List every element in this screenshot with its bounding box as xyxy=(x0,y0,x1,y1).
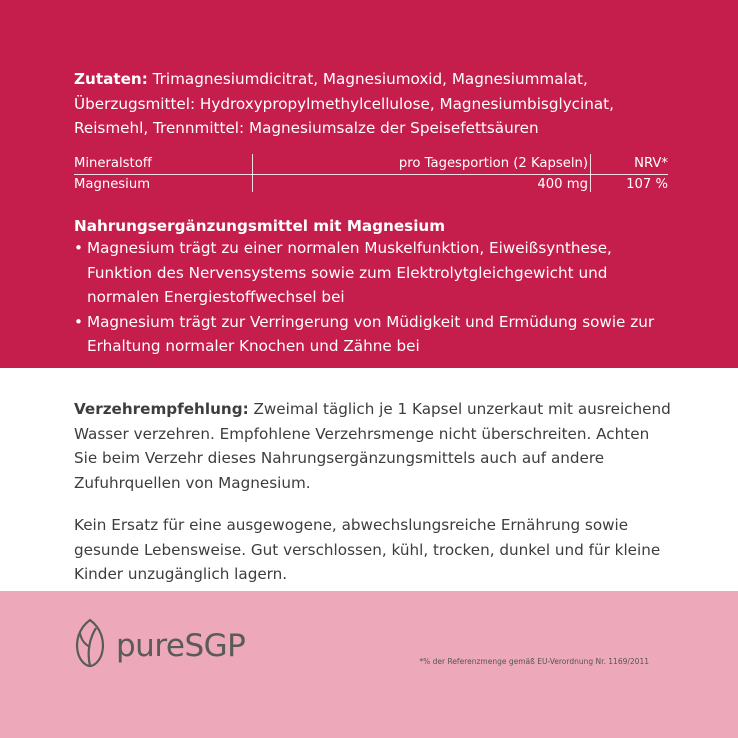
storage-paragraph: Kein Ersatz für eine ausgewogene, abwechslungsreiche Ernährung sowie gesunde Lebensweise. Gut verschlossen, kühl, trocken, dunkel und für kleine Kinder unzugänglich lagern. xyxy=(74,516,661,583)
usage-label: Verzehrempfehlung: xyxy=(74,400,249,418)
claims-list xyxy=(74,236,674,359)
bullet-icon: • xyxy=(74,312,83,331)
cell-nrv: 107 % xyxy=(626,177,668,192)
claim-text: Magnesium trägt zur Verringerung von Müdigkeit und Ermüdung sowie zur Erhaltung normaler Knochen und Zähne bei xyxy=(87,312,655,355)
claims-title: Nahrungsergänzungsmittel mit Magnesium xyxy=(74,217,446,235)
ingredients-label: Zutaten: xyxy=(74,70,148,88)
brand-name: pureSGP xyxy=(116,628,246,664)
table-row xyxy=(74,175,668,195)
header-mineral: Mineralstoff xyxy=(74,156,152,171)
leaf-icon xyxy=(70,617,110,669)
cell-mineral: Magnesium xyxy=(74,177,151,192)
reference-footnote: *% der Referenzmenge gemäß EU-Verordnung Nr. 1169/2011 xyxy=(419,657,649,666)
ingredients-section xyxy=(0,0,738,368)
list-item xyxy=(74,310,674,359)
table-divider xyxy=(590,154,591,192)
usage-paragraph xyxy=(74,397,674,495)
bullet-icon: • xyxy=(74,239,83,257)
brand-logo xyxy=(70,617,245,669)
claim-text: Magnesium trägt zu einer normalen Muskelfunktion, Eiweißsynthese, Funktion des Nervensystems sowie zum Elektrolytgleichgewicht und normalen Energiestoffwechsel bei xyxy=(87,239,612,306)
list-item xyxy=(74,236,674,310)
header-nrv: NRV* xyxy=(634,156,668,171)
cell-amount: 400 mg xyxy=(537,177,588,192)
ingredients-text: Trimagnesiumdicitrat, Magnesiumoxid, Magnesiummalat, Überzugsmittel: Hydroxypropylmethylcellulose, Magnesiumbisglycinat, Reismehl, Trennmittel: Magnesiumsalze der Speisefettsäuren xyxy=(74,70,614,137)
usage-text: Zweimal täglich je 1 Kapsel unzerkaut mit ausreichend Wasser verzehren. Empfohlene Verzehrsmenge nicht überschreiten. Achten Sie beim Verzehr dieses Nahrungsergänzungsmittels auch auf andere Zufuhrquellen von Magnesium. xyxy=(74,400,671,492)
nutrition-table xyxy=(74,154,668,195)
table-header-row xyxy=(74,154,668,175)
header-daily-portion: pro Tagesportion (2 Kapseln) xyxy=(398,156,588,171)
ingredients-paragraph xyxy=(74,67,674,141)
table-divider xyxy=(252,154,253,192)
